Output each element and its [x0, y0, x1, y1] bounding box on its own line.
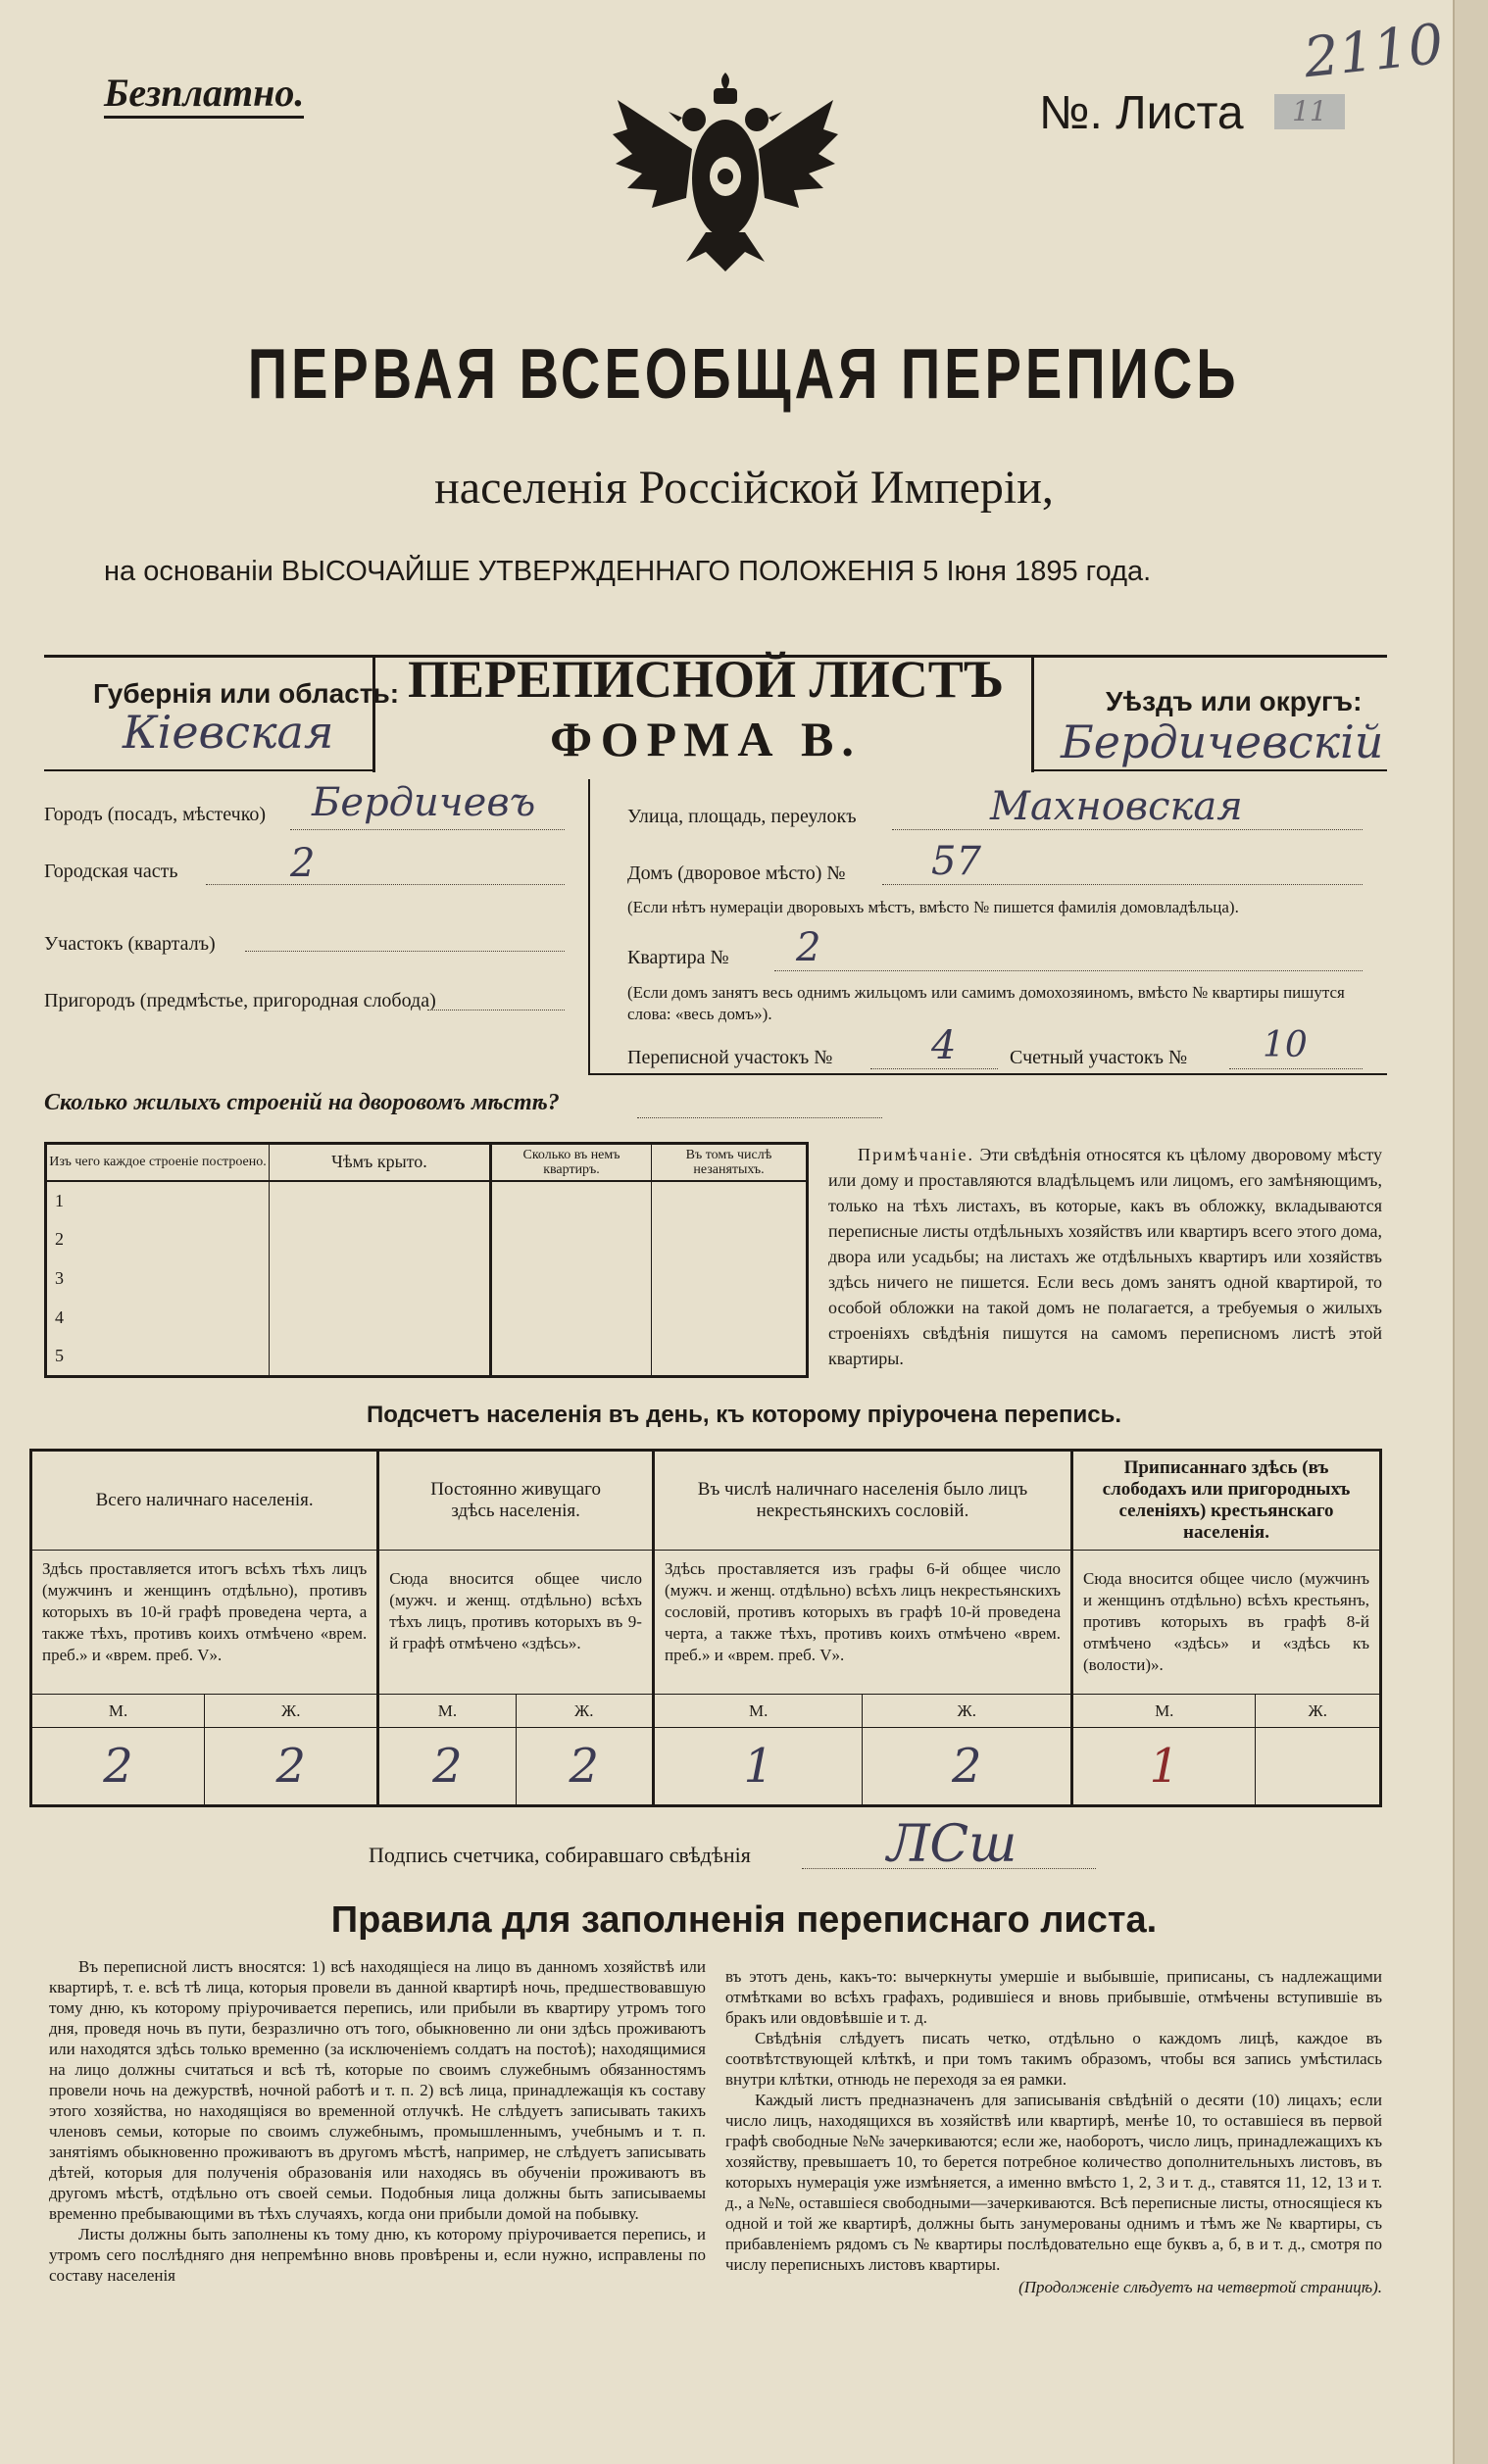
rules-paragraph: Листы должны быть заполнены къ тому дню, къ которому пріурочивается перепись, и утромъ сего послѣдняго дня непремѣнно вновь провѣрены и, если нужно, исправлены по составу населенія [49, 2225, 706, 2285]
col-head-peasant: Приписаннаго здѣсь (въ слободахъ или пригородныхъ селеніяхъ) крестьянскаго населенія. [1102, 1457, 1351, 1543]
house-label: Домъ (дворовое мѣсто) № [627, 862, 846, 884]
col-desc-permanent: Сюда вносится общее число (мужч. и женщ. отдѣльно) всѣхъ тѣхъ лицъ, противъ которыхъ въ 9-й графѣ отмѣчено «здѣсь». [378, 1551, 654, 1695]
house-value: 57 [931, 839, 981, 884]
sheet-no-value: 11 [1274, 94, 1345, 129]
row-number: 1 [46, 1181, 270, 1220]
buildings-table [44, 1142, 809, 1378]
population-title: Подсчетъ населенія въ день, къ которому пріурочена перепись. [367, 1402, 1121, 1428]
sheet-no-label: №. Листа [1039, 87, 1244, 139]
form-code: ФОРМА В. [550, 712, 862, 766]
free-label: Безплатно. [104, 71, 304, 119]
census-area-value: 4 [931, 1023, 957, 1068]
row-number: 3 [46, 1259, 270, 1299]
peasant-male: 1 [1072, 1728, 1256, 1806]
count-area-value: 10 [1263, 1025, 1308, 1065]
f-label: Ж. [863, 1695, 1072, 1728]
permanent-female: 2 [516, 1728, 653, 1806]
rules-left-column [49, 1956, 706, 2286]
buildings-note [828, 1142, 1382, 1371]
note-title: Примѣчаніе. [858, 1145, 974, 1164]
double-headed-eagle-icon [608, 61, 843, 276]
district-label: Городская часть [44, 861, 178, 882]
total-male: 2 [31, 1728, 205, 1806]
house-note: (Если нѣтъ нумераціи дворовыхъ мѣстъ, вмѣсто № пишется фамилія домовладѣльца). [627, 898, 1239, 916]
district-value: 2 [290, 841, 316, 886]
col-apartments: Сколько въ немъ квартиръ. [491, 1144, 652, 1181]
col-head-nonpeasant: Въ числѣ наличнаго населенія было лицъ некрестьянскихъ сословій. [653, 1451, 1071, 1551]
population-table [29, 1449, 1382, 1807]
page-subtitle: населенія Россійской Имперіи, [434, 462, 1054, 514]
f-label: Ж. [1308, 1700, 1327, 1720]
col-head-permanent: Постоянно живущаго здѣсь населенія. [378, 1451, 654, 1551]
row-number: 2 [46, 1220, 270, 1259]
archive-stamp: 2110 [1300, 12, 1447, 91]
page-title: ПЕРВАЯ ВСЕОБЩАЯ ПЕРЕПИСЬ [248, 335, 1240, 414]
f-label: Ж. [516, 1695, 653, 1728]
col-vacant: Въ томъ числѣ незанятыхъ. [685, 1147, 772, 1177]
form-title: ПЕРЕПИСНОЙ ЛИСТЪ [407, 650, 1005, 709]
col-material: Изъ чего каждое строеніе построено. [46, 1144, 270, 1181]
m-label: М. [1072, 1695, 1256, 1728]
basis-line: на основаніи ВЫСОЧАЙШЕ УТВЕРЖДЕННАГО ПОЛОЖЕНІЯ 5 Іюня 1895 года. [104, 556, 1152, 587]
rules-paragraph: Въ переписной листъ вносятся: 1) всѣ находящіеся на лицо въ данномъ хозяйствѣ или квартирѣ, т. е. всѣ тѣ лица, которыя провели въ данной квартирѣ ночь, предшествовавшую тому дню, къ которому пріурочивается перепись, или прибыли въ квартиру утромъ того дня, проведя ночь въ пути, безразлично отъ того, обыкновенно ли они здѣсь проживаютъ или находятся здѣсь только временно (за исключеніемъ солдатъ на постоѣ); находящимися на лицо должны считаться и всѣ тѣ, которые по своимъ служебнымъ обязанностямъ провели ночь на дежурствѣ, ночной работѣ и т. п. 2) всѣ лица, принадлежащія къ составу этого хозяйства, но находящіяся во временной отлучкѣ. Не слѣдуетъ записывать такихъ членовъ семьи, которые по своимъ служебнымъ, промышленнымъ, учебнымъ и т. п. занятіямъ обыкновенно проживаютъ въ другомъ мѣстѣ, например, не слѣдуетъ записывать дѣтей, которыя для полученія образованія или находясь въ обученіи проживаютъ въ другомъ мѣстѣ, отдѣльно отъ своей семьи. Подобныя лица должны быть записываемы временно пребывающими въ тѣхъ случаяхъ, когда они прибыли домой на побывку. [49, 1957, 706, 2223]
uezd-value: Бердичевскій [1061, 715, 1384, 768]
street-value: Махновская [990, 784, 1243, 829]
note-text: Эти свѣдѣнія относятся къ цѣлому дворовому мѣсту или дому и проставляются владѣльцемъ или лицомъ, его замѣняющимъ, только на тѣхъ листахъ, въ которые, какъ въ обложку, вкладываются переписные листы отдѣльныхъ хозяйствъ или квартиръ всего этого дома, двора или усадьбы; на листахъ же отдѣльныхъ квартиръ или хозяйствъ здѣсь ничего не пишется. Если весь домъ занятъ одной квартирой, то особой обложки на такой домъ не полагается, а требуемыя о жилыхъ строеніяхъ свѣдѣнія пишутся на самомъ переписномъ листѣ этой квартиры. [828, 1145, 1382, 1368]
nonpeasant-male: 1 [653, 1728, 863, 1806]
suburb-label: Пригородъ (предмѣстье, пригородная слобода) [44, 990, 436, 1011]
m-label: М. [31, 1695, 205, 1728]
col-desc-nonpeasant: Здѣсь проставляется изъ графы 6-й общее число (мужч. и женщ. отдѣльно) всѣхъ лицъ некрестьянскихъ сословій, противъ которыхъ въ графѣ 10-й проведена черта, а также тѣхъ, противъ коихъ отмѣчено «врем. преб.» и «врем. преб. V». [653, 1551, 1071, 1695]
peasant-female [1256, 1728, 1381, 1806]
gubernia-value: Кіевская [123, 706, 334, 759]
permanent-male: 2 [378, 1728, 516, 1806]
col-roof: Чѣмъ крыто. [270, 1144, 491, 1181]
m-label: М. [378, 1695, 516, 1728]
census-area-label: Переписной участокъ № [627, 1047, 833, 1068]
row-number: 4 [46, 1299, 270, 1338]
section-label: Участокъ (кварталъ) [44, 933, 216, 955]
buildings-question: Сколько жилыхъ строеній на дворовомъ мѣстѣ? [44, 1090, 560, 1115]
rules-title: Правила для заполненія переписнаго листа. [330, 1899, 1158, 1941]
col-head-total: Всего наличнаго населенія. [31, 1451, 378, 1551]
m-label: М. [653, 1695, 863, 1728]
uezd-label: Уѣздъ или округъ: [1106, 686, 1363, 716]
continued-note: (Продолженіе слѣдуетъ на четвертой страницѣ). [1018, 2278, 1382, 2296]
rules-paragraph: Свѣдѣнія слѣдуетъ писать четко, отдѣльно о каждомъ лицѣ, каждое въ соотвѣтствующей клѣткѣ, и при томъ такимъ образомъ, чтобы вся запись умѣстилась внутри клѣтки, отнюдь не переходя за ея рамки. [725, 2029, 1382, 2089]
nonpeasant-female: 2 [863, 1728, 1072, 1806]
row-number: 5 [46, 1338, 270, 1377]
total-female: 2 [205, 1728, 378, 1806]
apt-note: (Если домъ занятъ весь однимъ жильцомъ или самимъ домохозяиномъ, вмѣсто № квартиры пишутся слова: «весь домъ»). [627, 983, 1345, 1023]
signature-label: Подпись счетчика, собиравшаго свѣдѣнія [369, 1843, 751, 1867]
apt-value: 2 [796, 925, 821, 970]
rules-paragraph: въ этотъ день, какъ-то: вычеркнуты умершіе и выбывшіе, приписаны, съ надлежащими отмѣтками во всѣхъ графахъ, родившіеся и вновь прибывшіе, отмѣчены вступившіе въ бракъ или овдовѣвшіе и т. д. [725, 1967, 1382, 2027]
city-label: Городъ (посадъ, мѣстечко) [44, 804, 267, 825]
f-label: Ж. [205, 1695, 378, 1728]
count-area-label: Счетный участокъ № [1010, 1047, 1188, 1068]
city-value: Бердичевъ [312, 780, 536, 825]
signature: ЛСш [887, 1815, 1017, 1874]
gubernia-label: Губернія или область: [93, 678, 400, 709]
street-label: Улица, площадь, переулокъ [627, 806, 857, 827]
rules-paragraph: Каждый листъ предназначенъ для записыванія свѣдѣній о десяти (10) лицахъ; если число лицъ, находящихся въ хозяйствѣ или квартирѣ, менѣе 10, то оставшіеся въ первой графѣ свободные №№ зачеркиваются; если же, наоборотъ, число лицъ, принадлежащихъ къ хозяйству, превышаетъ 10, то берется потребное количество дополнительныхъ листовъ, въ которыхъ нумерація уже измѣняется, а именно вмѣсто 1, 2, 3 и т. д., ставятся 11, 12, 13 и т. д., а №№, оставшіеся свободными—зачеркиваются. Всѣ переписные листы, относящіеся къ одной и той же квартирѣ, должны быть занумерованы однимъ и тѣмъ же № квартиры, съ прибавленіемъ рядомъ съ № квартиры послѣдовательно еще буквъ а, б, в и т. д., смотря по числу переписныхъ листовъ квартиры. [725, 2091, 1382, 2274]
rules-right-column [725, 1966, 1382, 2297]
col-desc-peasant: Сюда вносится общее число (мужчинъ и женщинъ отдѣльно) всѣхъ крестьянъ, противъ которыхъ въ графѣ 8-й отмѣчено «здѣсь» и «здѣсь къ (волости)». [1083, 1569, 1369, 1674]
apt-label: Квартира № [627, 947, 729, 968]
col-desc-total: Здѣсь проставляется итогъ всѣхъ тѣхъ лицъ (мужчинъ и женщинъ отдѣльно), противъ которыхъ въ 10-й графѣ проведена черта, а также тѣхъ, противъ коихъ отмѣчено «врем. преб.» и «врем. преб. V». [31, 1551, 378, 1695]
